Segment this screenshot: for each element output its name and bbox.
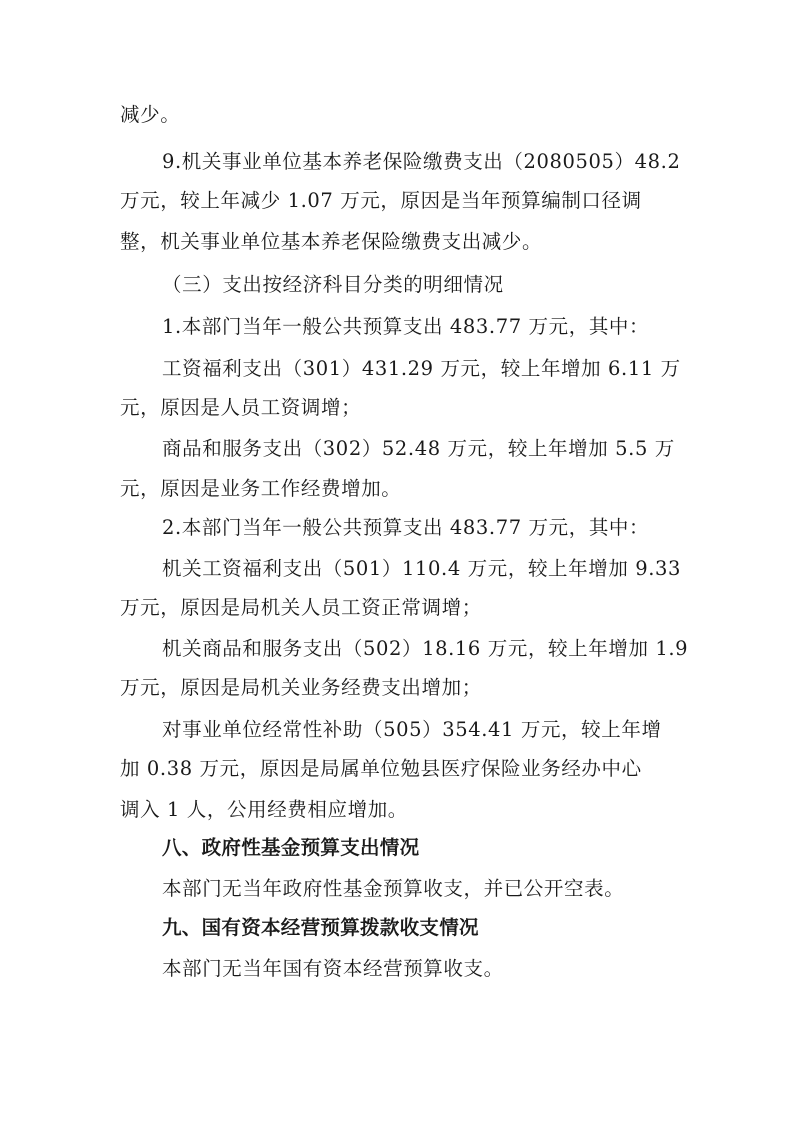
text-line: 元，原因是业务工作经费增加。	[120, 477, 402, 500]
section-heading: 八、政府性基金预算支出情况	[162, 836, 420, 859]
text-line: 调入 1 人，公用经费相应增加。	[120, 798, 408, 821]
text-line: 工资福利支出（301）431.29 万元，较上年增加 6.11 万	[162, 357, 681, 380]
text-line: 9.机关事业单位基本养老保险缴费支出（2080505）48.2	[162, 150, 681, 173]
text-line: 2.本部门当年一般公共预算支出 483.77 万元，其中：	[162, 516, 650, 539]
text-line: 本部门无当年国有资本经营预算收支。	[162, 957, 504, 980]
text-line: 整，机关事业单位基本养老保险缴费支出减少。	[120, 230, 543, 253]
text-line: 元，原因是人员工资调增；	[120, 396, 362, 419]
text-line: 对事业单位经常性补助（505）354.41 万元，较上年增	[162, 718, 662, 741]
text-line: 万元，较上年减少 1.07 万元，原因是当年预算编制口径调	[120, 189, 642, 212]
section-heading: （三）支出按经济科目分类的明细情况	[162, 273, 504, 296]
section-heading: 九、国有资本经营预算拨款收支情况	[162, 916, 479, 939]
text-line: 万元，原因是局机关人员工资正常调增；	[120, 596, 482, 619]
text-line: 机关工资福利支出（501）110.4 万元，较上年增加 9.33	[162, 557, 682, 580]
text-line: 减少。	[120, 103, 181, 126]
text-line: 加 0.38 万元，原因是局属单位勉县医疗保险业务经办中心	[120, 757, 642, 780]
text-line: 机关商品和服务支出（502）18.16 万元，较上年增加 1.9	[162, 637, 689, 660]
text-line: 1.本部门当年一般公共预算支出 483.77 万元，其中：	[162, 315, 650, 338]
text-line: 万元，原因是局机关业务经费支出增加；	[120, 676, 482, 699]
text-line: 本部门无当年政府性基金预算收支，并已公开空表。	[162, 877, 625, 900]
text-line: 商品和服务支出（302）52.48 万元，较上年增加 5.5 万	[162, 437, 675, 460]
